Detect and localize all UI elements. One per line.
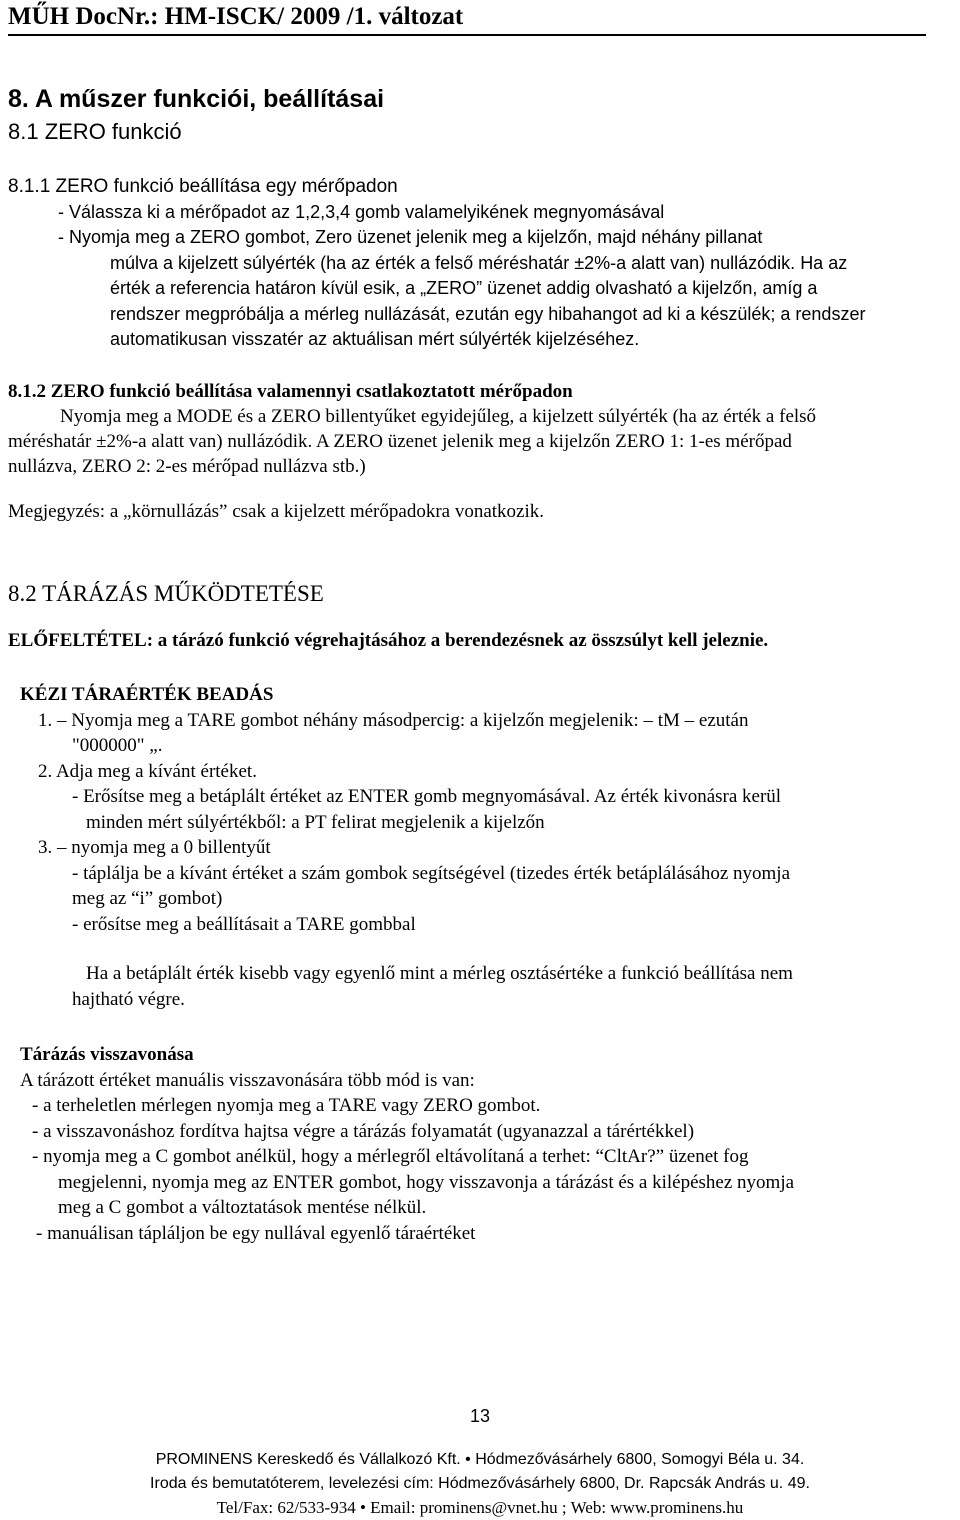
list-item: 2. Adja meg a kívánt értéket.	[38, 760, 257, 782]
paragraph-line: automatikusan visszatér az aktuálisan mért súlyérték kijelzéséhez.	[110, 329, 640, 349]
paragraph-line: méréshatár ±2%-a alatt van) nullázódik. A ZERO üzenet jelenik meg a kijelzőn ZERO 1: 1-es mérőpad	[8, 431, 792, 452]
list-item: - a terheletlen mérlegen nyomja meg a TARE vagy ZERO gombot.	[32, 1095, 541, 1116]
list-item: - a visszavonáshoz fordítva hajtsa végre a tárázás folyamatát (ugyanazzal a tárértékkel)	[32, 1120, 695, 1142]
paragraph-line: - Válassza ki a mérőpadot az 1,2,3,4 gomb valamelyikének megnyomásával	[58, 201, 665, 222]
list-item: - manuálisan tápláljon be egy nullával egyenlő táraértéket	[36, 1222, 476, 1244]
paragraph-line: múlva a kijelzett súlyérték (ha az érték a felső méréshatár ±2%-a alatt van) nullázódik. Ha az	[110, 252, 848, 273]
chapter-title: 8. A műszer funkciói, beállításai	[8, 85, 385, 113]
list-item: megjelenni, nyomja meg az ENTER gombot, hogy visszavonja a tárázást és a kilépéshez nyomja	[58, 1171, 795, 1193]
manual-tare-heading: KÉZI TÁRAÉRTÉK BEADÁS	[20, 684, 274, 705]
section-8-1-2-heading: 8.1.2 ZERO funkció beállítása valamennyi csatlakoztatott mérőpadon	[8, 381, 573, 402]
list-item: - Erősítse meg a betáplált értéket az ENTER gomb megnyomásával. Az érték kivonásra kerül	[72, 786, 782, 807]
paragraph-line: - Nyomja meg a ZERO gombot, Zero üzenet jelenik meg a kijelzőn, majd néhány pillanat	[58, 227, 763, 247]
section-title: 8.1 ZERO funkció	[8, 119, 182, 144]
paragraph-line: A tárázott értéket manuális visszavonására több mód is van:	[20, 1069, 475, 1091]
list-item: "000000" „.	[72, 735, 163, 756]
footer-line-3: Tel/Fax: 62/533-934 • Email: prominens@vnet.hu ; Web: www.prominens.hu	[216, 1498, 744, 1517]
warning-line: hajtható végre.	[72, 988, 185, 1010]
section-8-1-1-heading: 8.1.1 ZERO funkció beállítása egy mérőpadon	[8, 176, 398, 197]
section-8-1-1	[8, 174, 865, 353]
note: Megjegyzés: a „körnullázás” csak a kijelzett mérőpadokra vonatkozik.	[8, 501, 544, 522]
warning-line: Ha a betáplált érték kisebb vagy egyenlő mint a mérleg osztásértéke a funkció beállítása nem	[86, 963, 793, 984]
tare-cancel-heading: Tárázás visszavonása	[20, 1044, 194, 1065]
paragraph-line: nullázva, ZERO 2: 2-es mérőpad nullázva stb.)	[8, 456, 366, 477]
header-rule	[8, 34, 926, 36]
list-item: minden mért súlyértékből: a PT felirat megjelenik a kijelzőn	[86, 811, 545, 833]
tare-cancel	[20, 1042, 794, 1246]
paragraph-line: Nyomja meg a MODE és a ZERO billentyűket egyidejűleg, a kijelzett súlyérték (ha az érték a felső	[60, 406, 817, 427]
list-item: - táplálja be a kívánt értéket a szám gombok segítségével (tizedes érték betáplálásához nyomja	[72, 862, 791, 884]
section-8-2-heading: 8.2 TÁRÁZÁS MŰKÖDTETÉSE	[8, 581, 324, 606]
section-8-2	[8, 580, 768, 653]
list-item: meg a C gombot a változtatások mentése nélkül.	[58, 1197, 427, 1218]
precondition: ELŐFELTÉTEL: a tárázó funkció végrehajtásához a berendezésnek az összsúlyt kell jeleznie.	[8, 630, 769, 651]
document-header: MŰH DocNr.: HM-ISCK/ 2009 /1. változat	[8, 3, 464, 30]
list-item: - erősítse meg a beállításait a TARE gombbal	[72, 913, 416, 935]
paragraph-line: érték a referencia határon kívül esik, a „ZERO” üzenet addig olvasható a kijelzőn, amíg a	[110, 278, 818, 298]
page-number: 13	[470, 1406, 491, 1426]
list-item: - nyomja meg a C gombot anélkül, hogy a mérlegről eltávolítaná a terhet: “CltAr?” üzenet fog	[32, 1146, 749, 1167]
section-8-1-2	[8, 379, 816, 524]
paragraph-line: rendszer megpróbálja a mérleg nullázását, ezután egy hibahangot ad ki a készülék; a rendszer	[110, 303, 866, 324]
list-item: 1. – Nyomja meg a TARE gombot néhány másodpercig: a kijelzőn megjelenik: – tM – ezután	[38, 709, 749, 731]
manual-tare	[8, 682, 793, 1012]
list-item: 3. – nyomja meg a 0 billentyűt	[38, 837, 271, 858]
footer-line-1: PROMINENS Kereskedő és Vállalkozó Kft. • Hódmezővásárhely 6800, Somogyi Béla u. 34.	[155, 1451, 805, 1468]
footer-line-2: Iroda és bemutatóterem, levelezési cím: Hódmezővásárhely 6800, Dr. Rapcsák András u. 49.	[150, 1475, 810, 1492]
list-item: meg az “i” gombot)	[72, 888, 223, 909]
